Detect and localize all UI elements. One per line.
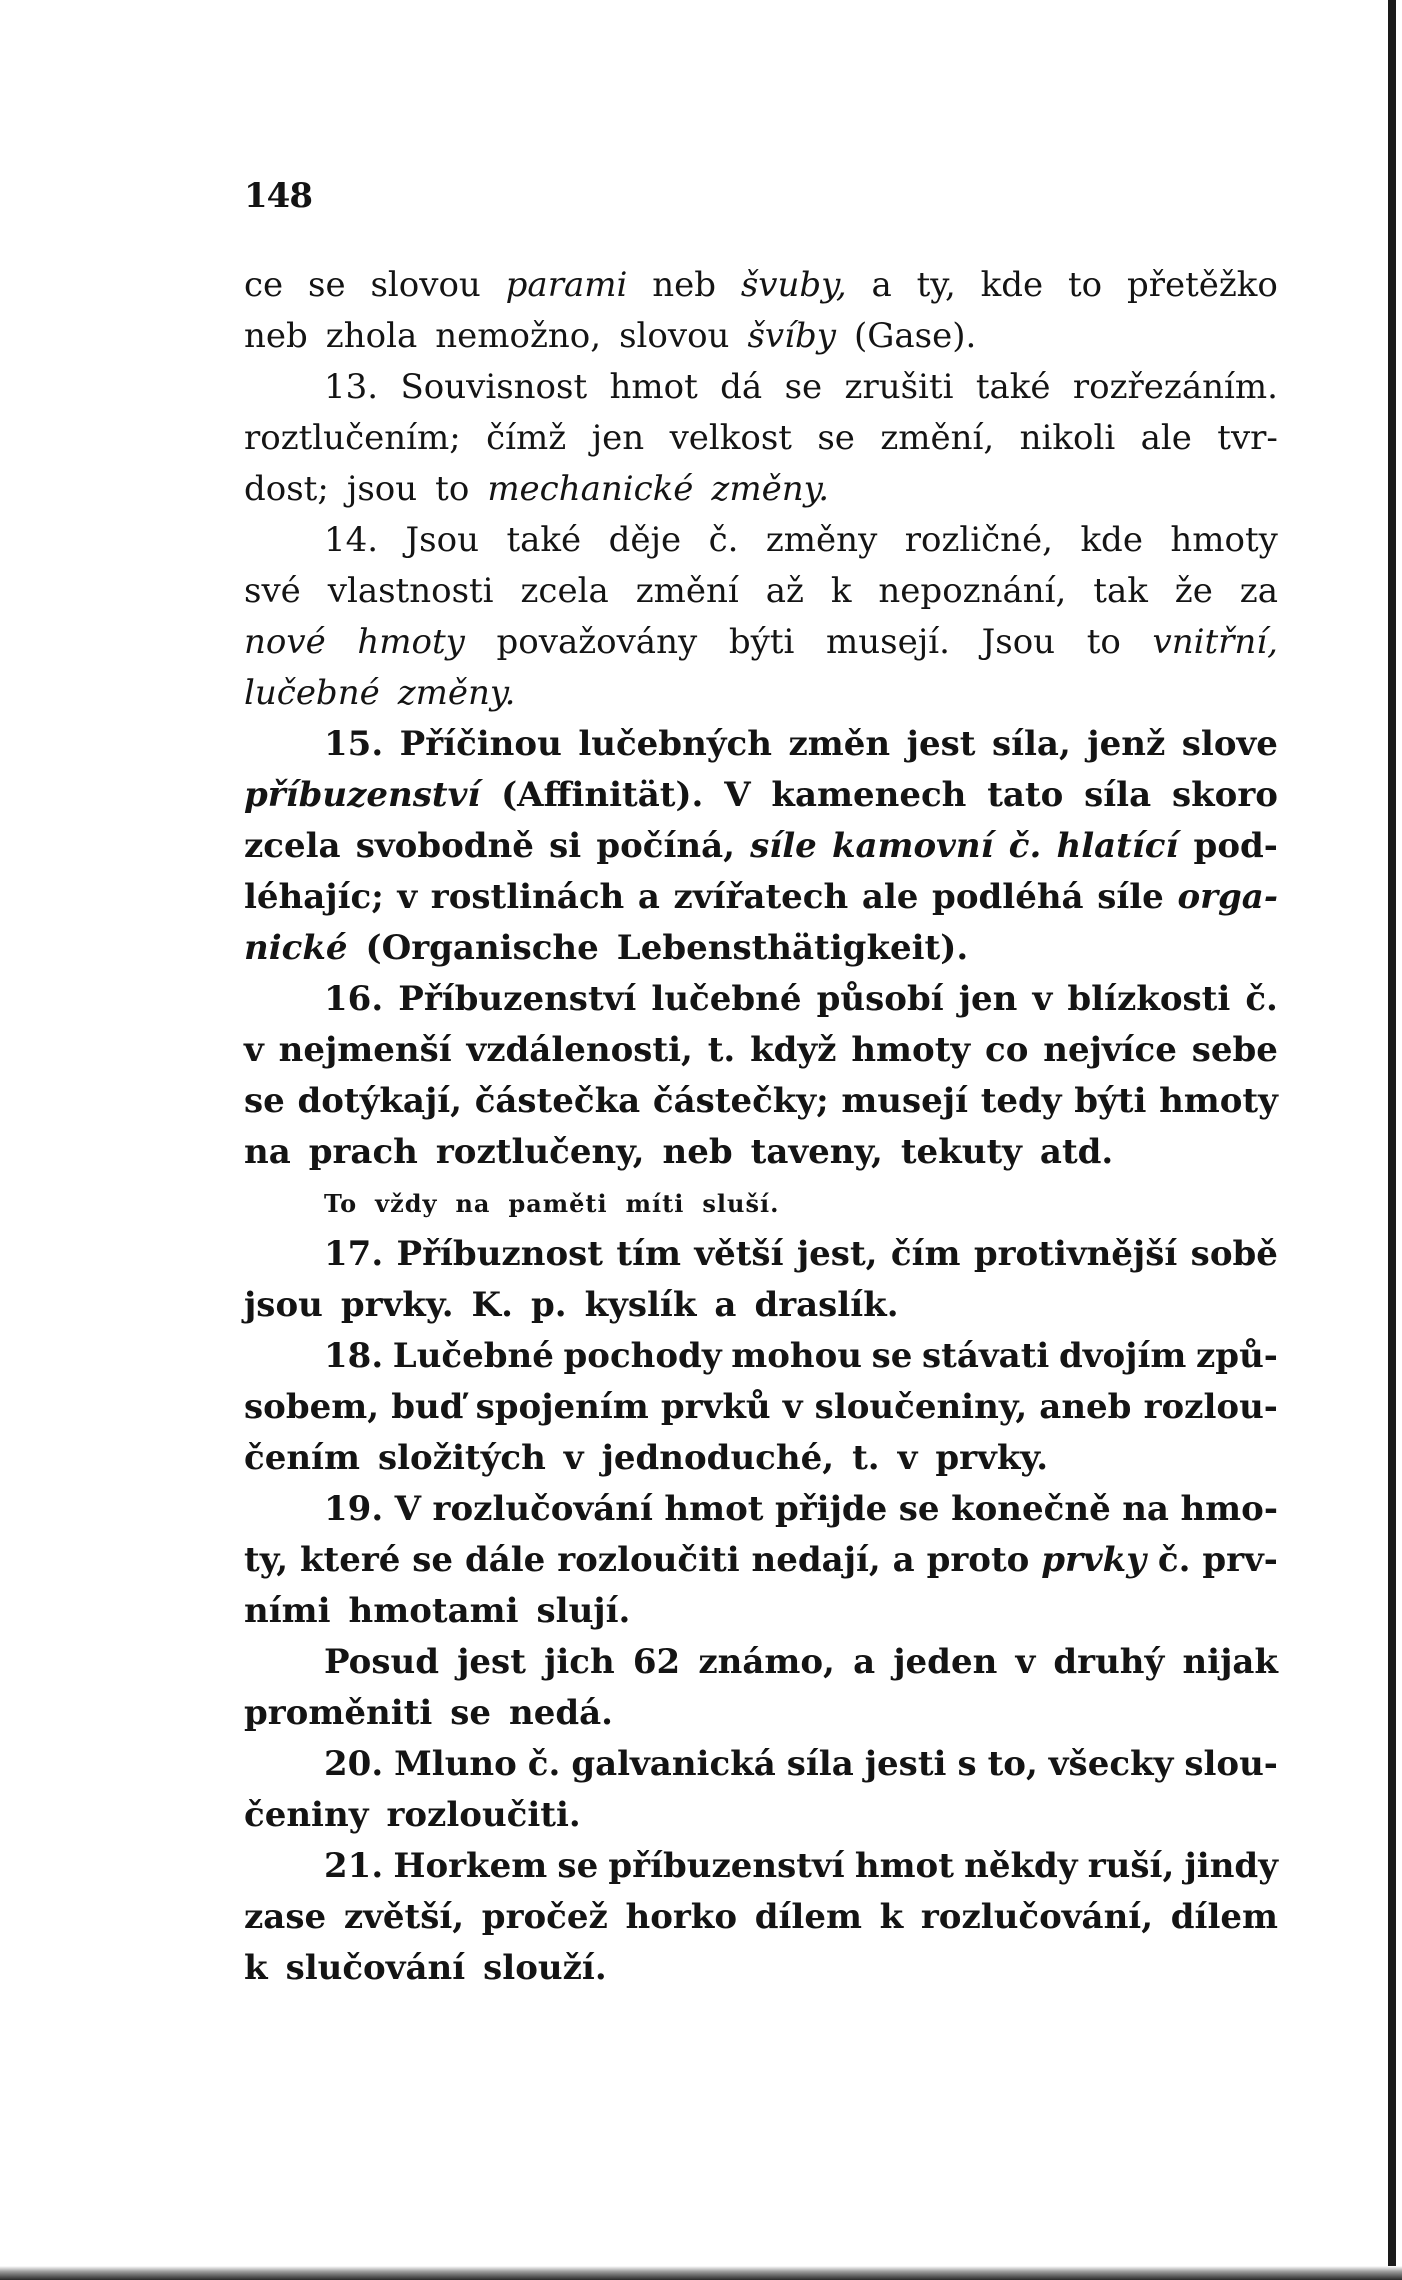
word: hmoty [851,1030,971,1070]
text-line [244,821,1278,872]
word: slovou [370,265,481,305]
word: tak [1093,571,1148,611]
word: neb [662,1132,733,1172]
word: mechanické [487,469,694,509]
word: kamenech [771,775,967,815]
word: hmot [664,1489,764,1529]
word: rozřezáním. [1072,367,1278,407]
text-line [244,1535,1278,1586]
word: rozloučiti [557,1540,740,1580]
word: buď [391,1387,464,1427]
word: mohou [731,1336,862,1376]
word: co [985,1030,1029,1070]
word: tekuty [900,1132,1022,1172]
word: až [765,571,804,611]
word: v [782,1387,803,1427]
word: míti [625,1189,685,1218]
word: 17. [324,1234,384,1274]
word: nemožno, [435,316,602,356]
word: tato [987,775,1064,815]
word: vnitřní, [1152,622,1278,662]
word: v [244,1030,264,1070]
text-line [244,1178,1278,1229]
word: hmoty [1170,520,1278,560]
word: prvků [660,1387,771,1427]
word: k [830,571,852,611]
word: č. [1008,826,1042,866]
word: s [957,1744,977,1784]
word: 16. [324,979,384,1019]
word: příbuzenství [608,1846,845,1886]
text-line [244,668,1278,719]
word: v [563,1438,584,1478]
word: p. [530,1285,567,1325]
word: prv- [1202,1540,1278,1580]
word: jesti [864,1744,947,1784]
word: roztlučeny, [435,1132,645,1172]
word: roztlučením; [244,418,461,458]
word: spojením [475,1387,649,1427]
word: pochody [563,1336,722,1376]
word: rostlinách [430,877,625,917]
word: dá [720,367,763,407]
word: to, [987,1744,1038,1784]
word: draslík. [754,1285,899,1325]
word: K. [471,1285,513,1325]
word: (Gase). [853,316,977,356]
word: kyslík [584,1285,697,1325]
word: 15. [324,724,384,764]
word: síle [750,826,817,866]
word: býti [728,622,795,662]
text-line [244,872,1278,923]
word: zvětší, [343,1897,465,1937]
word: v [397,877,418,917]
word: za [1239,571,1278,611]
text-line [244,362,1278,413]
word: přijde [774,1489,888,1529]
page-edge-shadow [1388,0,1396,2280]
word: 21. [324,1846,384,1886]
text-line [244,1229,1278,1280]
word: ními [244,1591,331,1631]
word: prvky. [340,1285,454,1325]
word: nijak [1182,1642,1278,1682]
word: švuby, [740,265,847,305]
word: V [724,775,751,815]
word: kamovní [831,826,994,866]
word: na [244,1132,291,1172]
word: hmot [854,1846,954,1886]
page-bottom-shadow [0,2266,1402,2280]
text-line [244,1790,1278,1841]
word: hmoty [357,622,465,662]
word: jindy [1184,1846,1278,1886]
word: velkost [669,418,792,458]
word: paměti [508,1189,608,1218]
word: jen [958,979,1018,1019]
word: na [1122,1489,1169,1529]
word: skoro [1171,775,1278,815]
word: se [412,1540,454,1580]
text-line [244,719,1278,770]
word: v [1032,979,1053,1019]
word: Příbuzenství [398,979,637,1019]
word: považovány [496,622,698,662]
word: zcela [244,826,341,866]
word: hmotami [348,1591,519,1631]
word: na [455,1189,491,1218]
word: Posud [324,1642,439,1682]
word: čeniny [244,1795,369,1835]
word: to [1067,265,1103,305]
word: známo, [698,1642,835,1682]
word: býti [1074,1081,1147,1121]
word: rozlou- [1143,1387,1278,1427]
word: léhajíc; [244,877,384,917]
word: sloučeniny, [814,1387,1028,1427]
text-line [244,923,1278,974]
word: (Affinität). [501,775,704,815]
word: Příbuznost [396,1234,603,1274]
word: aneb [1039,1387,1132,1427]
word: lučebné [244,673,380,713]
word: větší [694,1234,784,1274]
word: změny [765,520,878,560]
word: 14. [324,520,379,560]
word: rozloučiti. [386,1795,581,1835]
word: a [853,1642,876,1682]
text-line [244,1127,1278,1178]
text-line [244,1637,1278,1688]
word: nové [244,622,326,662]
word: a [637,877,660,917]
word: orga- [1177,877,1278,917]
word: si [549,826,582,866]
word: působí [816,979,944,1019]
text-line [244,1688,1278,1739]
word: slují. [536,1591,631,1631]
word: ale [861,877,919,917]
text-line [244,1433,1278,1484]
word: tedy [980,1081,1062,1121]
word: jen [591,418,645,458]
word: jednoduché, [601,1438,835,1478]
word: složitých [377,1438,546,1478]
word: hmoty [1159,1081,1278,1121]
word: pod- [1193,826,1278,866]
word: Jsou [981,622,1056,662]
word: se [557,1846,599,1886]
text-line [244,515,1278,566]
word: t. [707,1030,736,1070]
word: Mluno [394,1744,517,1784]
word: protivnější [973,1234,1178,1274]
word: nické [244,928,348,968]
word: vždy [375,1189,438,1218]
word: vzdálenosti, [466,1030,693,1070]
word: č. [1245,979,1278,1019]
word: Příčinou [399,724,562,764]
word: 13. [324,367,379,407]
word: podléhá [932,877,1084,917]
word: kde [980,265,1044,305]
text-line [244,260,1278,311]
word: to [1086,622,1121,662]
word: (Organische [365,928,599,968]
word: sebe [1191,1030,1278,1070]
word: dvojím [1058,1336,1187,1376]
word: pročež [481,1897,608,1937]
text-line [244,311,1278,362]
text-line [244,1841,1278,1892]
word: nepoznání, [878,571,1067,611]
word: č. [1157,1540,1191,1580]
text-line [244,1586,1278,1637]
word: horko [625,1897,738,1937]
word: a [892,1540,915,1580]
word: jenž [1087,724,1166,764]
word: síla, [991,724,1071,764]
word: všecky [1048,1744,1174,1784]
text-line [244,1892,1278,1943]
word: Horkem [393,1846,548,1886]
word: č. [708,520,739,560]
word: a [714,1285,737,1325]
word: změny. [711,469,830,509]
word: hmot [609,367,698,407]
word: dotýkají, [297,1081,463,1121]
word: neb [244,316,308,356]
word: 19. [324,1489,384,1529]
word: svobodně [355,826,534,866]
word: jich [544,1642,615,1682]
word: se [244,1081,285,1121]
word: rozlučování, [920,1897,1154,1937]
word: ale [1140,418,1192,458]
word: jeden [893,1642,998,1682]
word: stávati [922,1336,1050,1376]
text-line [244,974,1278,1025]
word: proto [926,1540,1030,1580]
text-line [244,1382,1278,1433]
word: dost; [244,469,329,509]
word: které [299,1540,401,1580]
word: sobem, [244,1387,380,1427]
word: přetěžko [1126,265,1278,305]
word: v [897,1438,918,1478]
word: se [817,418,855,458]
word: se [784,367,823,407]
word: taveny, [750,1132,883,1172]
word: lučebných [578,724,772,764]
word: 18. [324,1336,384,1376]
word: způ- [1195,1336,1278,1376]
word: dále [464,1540,546,1580]
word: zase [244,1897,327,1937]
text-line [244,1076,1278,1127]
word: jest [457,1642,526,1682]
word: Souvisnost [400,367,588,407]
word: hlatící [1056,826,1179,866]
word: to [435,469,470,509]
word: lučebné [651,979,802,1019]
word: se [308,265,346,305]
word: se [871,1336,913,1376]
word: blízkosti [1067,979,1231,1019]
page-number: 148 [244,176,312,216]
text-line [244,1280,1278,1331]
word: atd. [1039,1132,1114,1172]
word: Lučebné [392,1336,554,1376]
word: vlastnosti [327,571,494,611]
word: slučování [285,1948,466,1988]
word: nedají, [751,1540,881,1580]
word: že [1174,571,1213,611]
word: příbuzenství [244,775,481,815]
word: dílem [754,1897,862,1937]
word: zcela [520,571,609,611]
word: ruší, [1087,1846,1175,1886]
word: někdy [964,1846,1078,1886]
word: 20. [324,1744,384,1784]
word: druhý [1053,1642,1165,1682]
word: konečně [951,1489,1111,1529]
word: nejmenší [278,1030,452,1070]
word: V [394,1489,422,1529]
word: dílem [1170,1897,1278,1937]
word: k [879,1897,904,1937]
word: změny. [397,673,516,713]
word: nikoli [1019,418,1116,458]
text-line [244,1739,1278,1790]
body-text [244,260,1278,1994]
text-line [244,770,1278,821]
word: musejí [841,1081,969,1121]
word: v [1015,1642,1036,1682]
word: když [750,1030,837,1070]
word: čením [244,1438,360,1478]
word: zhola [325,316,418,356]
text-line [244,566,1278,617]
word: sluší. [702,1189,780,1218]
word: Lebensthätigkeit). [616,928,969,968]
word: č. [527,1744,561,1784]
word: slove [1181,724,1278,764]
word: 62 [632,1642,681,1682]
word: ty, [916,265,956,305]
text-line [244,617,1278,668]
word: děje [608,520,682,560]
text-line [244,1484,1278,1535]
word: jest, [796,1234,878,1274]
text-line [244,1943,1278,1994]
word: čímž [486,418,567,458]
word: slovou [619,316,730,356]
word: síle [1097,877,1164,917]
word: prvky [1041,1540,1146,1580]
word: nejvíce [1043,1030,1177,1070]
word: musejí. [826,622,950,662]
word: změní, [880,418,995,458]
word: ty, [244,1540,289,1580]
word: nedá. [509,1693,614,1733]
word: rozlučování [432,1489,653,1529]
word: švíby [747,316,836,356]
word: ce [244,265,284,305]
word: se [898,1489,940,1529]
word: změn [788,724,891,764]
word: hmo- [1180,1489,1278,1529]
word: a [871,265,892,305]
word: prach [308,1132,418,1172]
word: jsou [346,469,418,509]
word: tím [616,1234,681,1274]
word: jsou [244,1285,323,1325]
word: své [244,571,301,611]
word: síla [1084,775,1152,815]
word: se [450,1693,492,1733]
word: tvr- [1217,418,1278,458]
word: Jsou [405,520,479,560]
word: částečka [474,1081,641,1121]
word: k [244,1948,268,1988]
word: neb [652,265,716,305]
word: t. [852,1438,880,1478]
word: částečky; [652,1081,829,1121]
word: síla [786,1744,854,1784]
word: kde [1080,520,1143,560]
word: zvířatech [673,877,849,917]
word: počíná, [596,826,735,866]
word: slouží. [483,1948,607,1988]
word: proměniti [244,1693,433,1733]
word: zrušiti [844,367,954,407]
word: změní [635,571,739,611]
text-line [244,413,1278,464]
text-line [244,1331,1278,1382]
word: jest [906,724,976,764]
text-line [244,1025,1278,1076]
word: prvky. [935,1438,1049,1478]
word: rozličné, [904,520,1053,560]
word: slou- [1184,1744,1278,1784]
word: galvanická [571,1744,776,1784]
word: čím [890,1234,961,1274]
word: sobě [1190,1234,1278,1274]
word: To [324,1189,358,1218]
word: také [975,367,1051,407]
word: parami [505,265,628,305]
word: také [506,520,582,560]
text-line [244,464,1278,515]
